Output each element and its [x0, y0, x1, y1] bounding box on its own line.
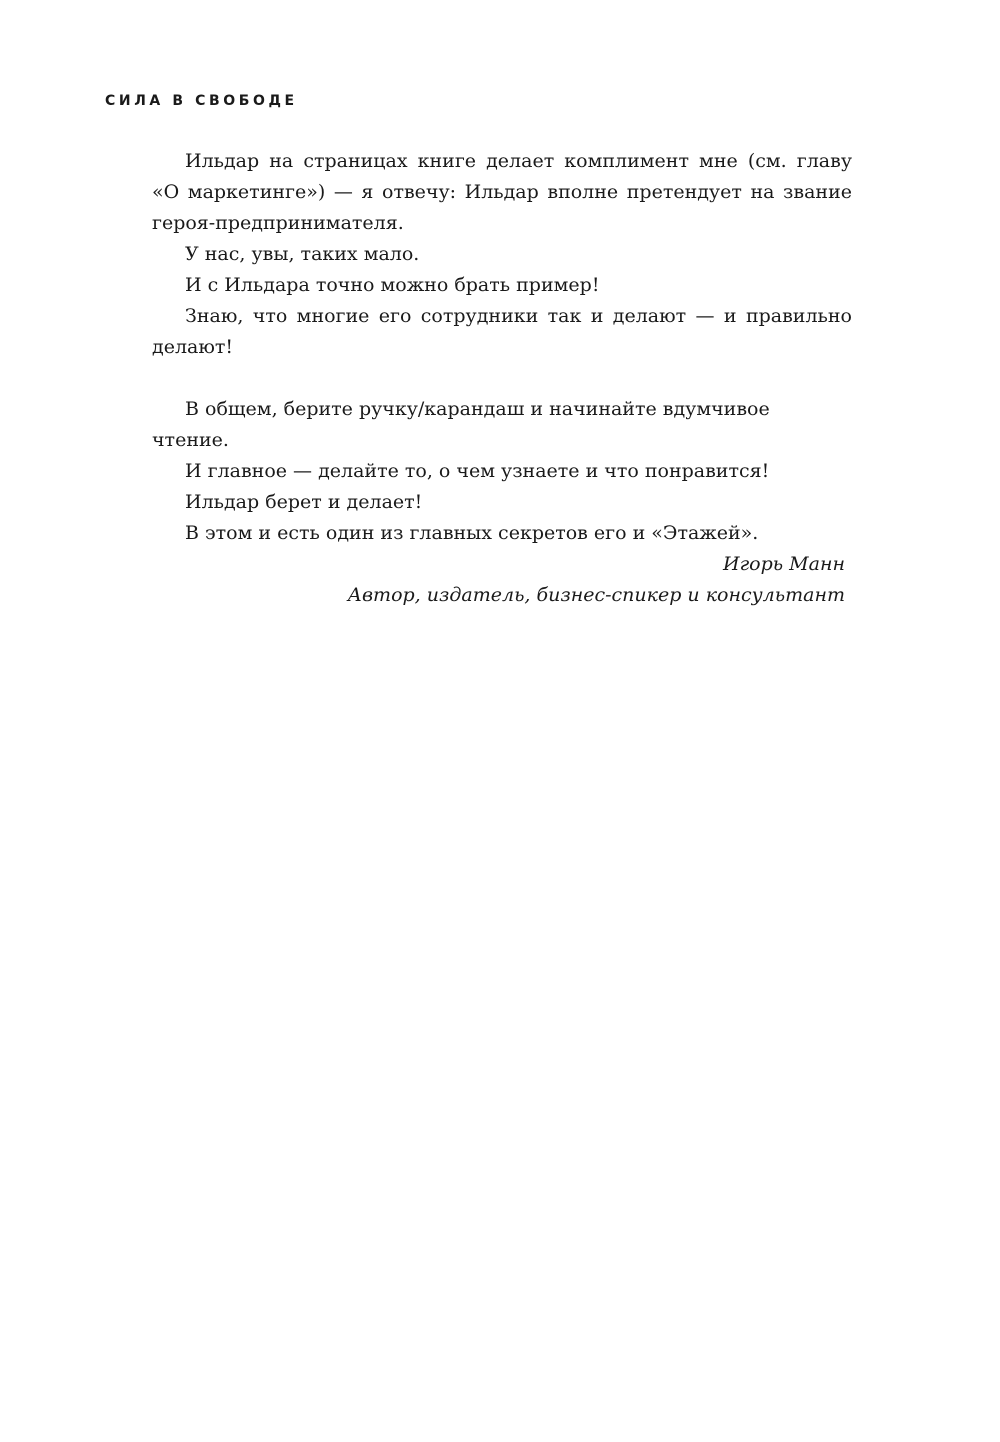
paragraph: В общем, берите ручку/карандаш и начинайте вдумчивое чтение. — [152, 398, 770, 451]
paragraph: Знаю, что многие его сотрудники так и делают — и правильно делают! — [152, 305, 852, 358]
paragraph: И главное — делайте то, о чем узнаете и что понравится! — [185, 460, 770, 482]
paragraph: Ильдар берет и делает! — [185, 491, 423, 513]
paragraph-gap — [152, 363, 852, 394]
paragraph: И с Ильдара точно можно брать пример! — [185, 274, 600, 296]
paragraph: У нас, увы, таких мало. — [185, 243, 420, 265]
signature-block — [348, 549, 845, 611]
paragraph: Ильдар на страницах книге делает комплимент мне (см. главу «О маркетинге») — я отвечу: Ильдар вполне претендует на звание героя-предпринимателя. — [152, 150, 852, 234]
author-name: Игорь Манн — [723, 553, 845, 575]
main-text — [152, 146, 852, 549]
running-title: СИЛА В СВОБОДЕ — [105, 93, 298, 109]
paragraph: В этом и есть один из главных секретов его и «Этажей». — [185, 522, 759, 544]
author-title: Автор, издатель, бизнес-спикер и консультант — [347, 584, 845, 606]
